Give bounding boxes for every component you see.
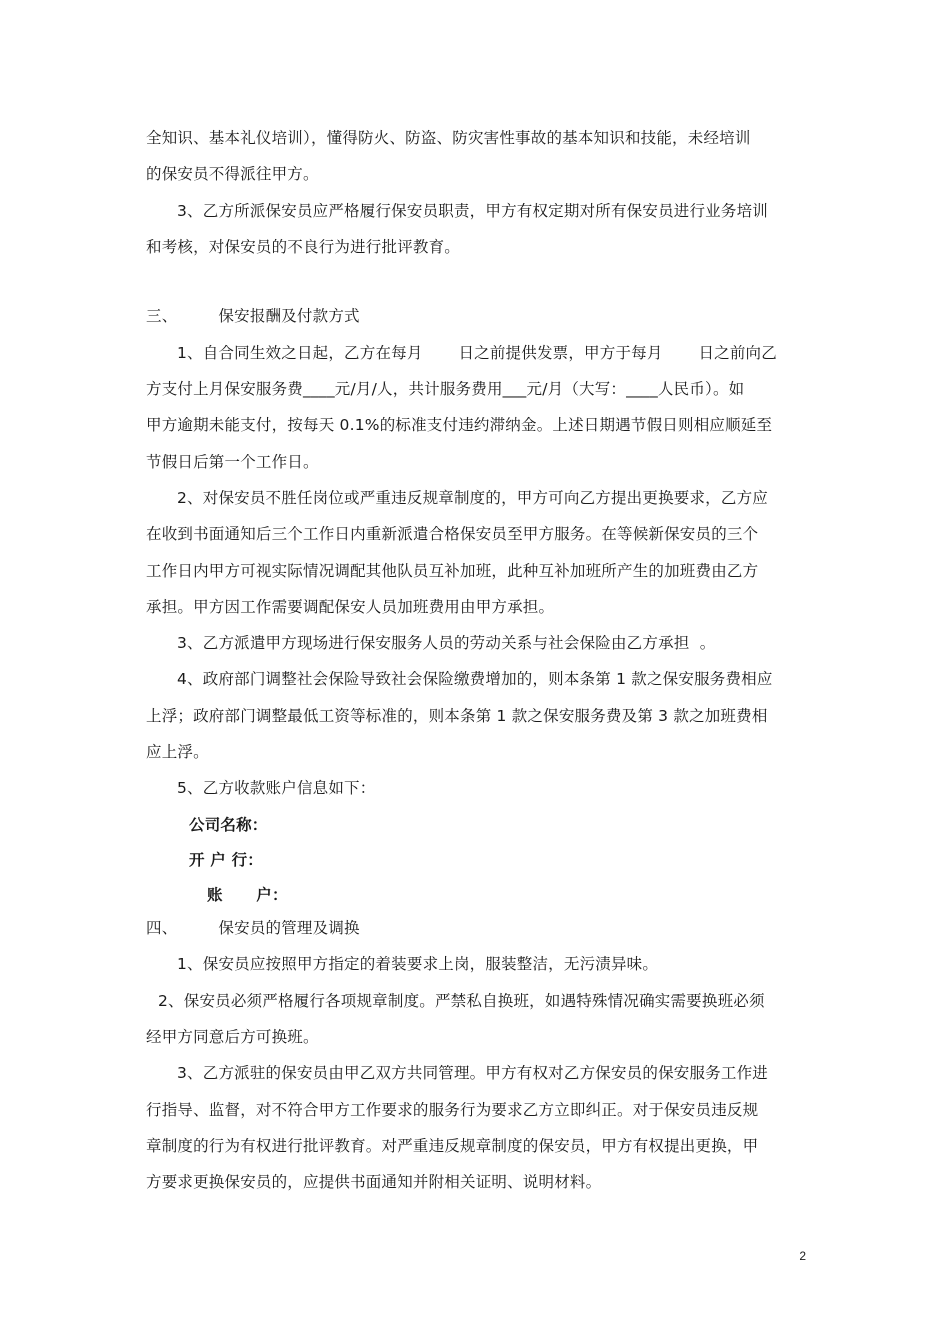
paragraph-line: 经甲方同意后方可换班。 — [146, 1028, 319, 1046]
paragraph-line: 的保安员不得派往甲方。 — [146, 165, 319, 183]
section-heading: 三、 保安报酬及付款方式 — [146, 307, 360, 325]
paragraph-line: 承担。甲方因工作需要调配保安人员加班费用由甲方承担。 — [146, 598, 555, 616]
paragraph-line: 3、乙方派遣甲方现场进行保安服务人员的劳动关系与社会保险由乙方承担 。 — [177, 634, 716, 652]
bank-label: 开 户 行： — [189, 851, 263, 869]
section-heading: 四、 保安员的管理及调换 — [146, 919, 360, 937]
paragraph-line: 在收到书面通知后三个工作日内重新派遣合格保安员至甲方服务。在等候新保安员的三个 — [146, 525, 759, 543]
paragraph-line: 5、乙方收款账户信息如下： — [177, 779, 376, 797]
paragraph-line: 甲方逾期未能支付，按每天 0.1%的标准支付违约滞纳金。上述日期遇节假日则相应顺延至 — [146, 416, 773, 434]
paragraph-line: 2、保安员必须严格履行各项规章制度。严禁私自换班，如遇特殊情况确实需要换班必须 — [158, 992, 765, 1010]
company-name-label: 公司名称： — [189, 816, 268, 834]
paragraph-line: 和考核，对保安员的不良行为进行批评教育。 — [146, 238, 461, 256]
paragraph-line: 全知识、基本礼仪培训），懂得防火、防盗、防灾害性事故的基本知识和技能，未经培训 — [146, 129, 751, 147]
paragraph-line: 上浮；政府部门调整最低工资等标准的，则本条第 1 款之保安服务费及第 3 款之加班费相 — [146, 707, 768, 725]
paragraph-line: 章制度的行为有权进行批评教育。对严重违反规章制度的保安员，甲方有权提出更换，甲 — [146, 1137, 759, 1155]
paragraph-line: 工作日内甲方可视实际情况调配其他队员互补加班，此种互补加班所产生的加班费由乙方 — [146, 562, 759, 580]
paragraph-line: 节假日后第一个工作日。 — [146, 453, 319, 471]
paragraph-line: 3、乙方派驻的保安员由甲乙双方共同管理。甲方有权对乙方保安员的保安服务工作进 — [177, 1064, 768, 1082]
paragraph-line: 应上浮。 — [146, 743, 209, 761]
paragraph-line: 行指导、监督，对不符合甲方工作要求的服务行为要求乙方立即纠正。对于保安员违反规 — [146, 1101, 759, 1119]
paragraph-line: 4、政府部门调整社会保险导致社会保险缴费增加的，则本条第 1 款之保安服务费相应 — [177, 670, 773, 688]
account-label: 账 户： — [207, 886, 288, 904]
paragraph-line: 2、对保安员不胜任岗位或严重违反规章制度的，甲方可向乙方提出更换要求，乙方应 — [177, 489, 768, 507]
paragraph-line: 3、乙方所派保安员应严格履行保安员职责，甲方有权定期对所有保安员进行业务培训 — [177, 202, 768, 220]
page-number: 2 — [799, 1249, 806, 1263]
paragraph-line: 方要求更换保安员的，应提供书面通知并附相关证明、说明材料。 — [146, 1173, 602, 1191]
paragraph-line: 方支付上月保安服务费____元/月/人，共计服务费用___元/月（大写：____人民币）。如 — [146, 380, 745, 398]
paragraph-line: 1、自合同生效之日起，乙方在每月 日之前提供发票，甲方于每月 日之前向乙 — [177, 344, 777, 362]
paragraph-line: 1、保安员应按照甲方指定的着装要求上岗，服装整洁，无污渍异味。 — [177, 955, 659, 973]
